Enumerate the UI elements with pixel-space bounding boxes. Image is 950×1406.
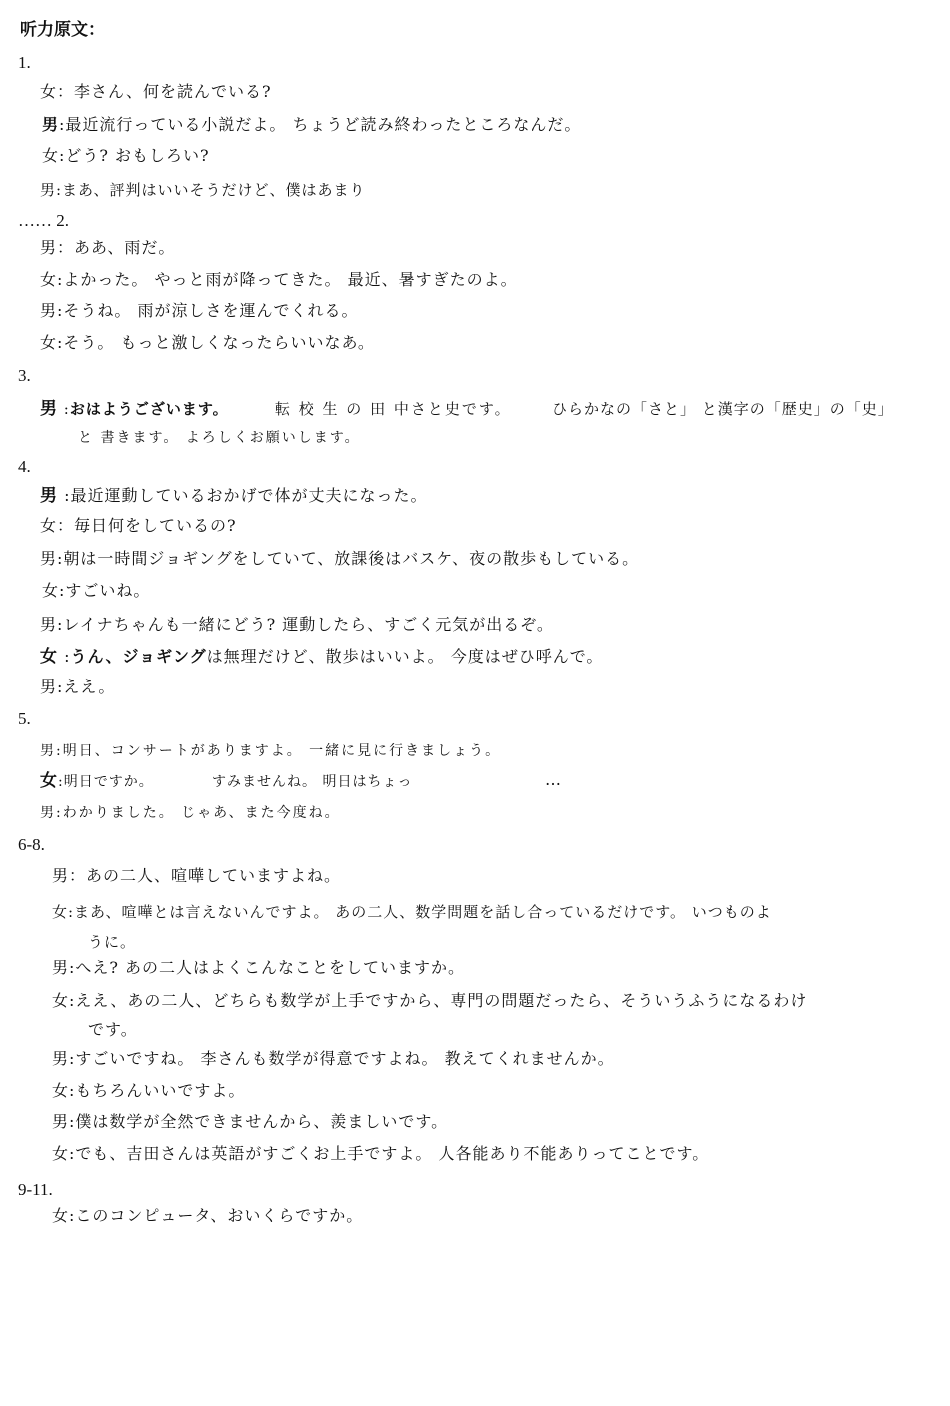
ellipsis: … bbox=[545, 770, 562, 789]
section-number-6-8: 6-8. bbox=[18, 835, 45, 854]
dialogue-line: 男:レイナちゃんも一緒にどう? 運動したら、すごく元気が出るぞ。 bbox=[40, 615, 554, 634]
dialogue-line bbox=[40, 82, 272, 102]
line-text: :最近流行っている小説だよ。 ちょうど読み終わったところなんだ。 bbox=[59, 115, 582, 134]
section-number-9-11: 9-11. bbox=[18, 1180, 53, 1199]
page-title: 听力原文： bbox=[20, 20, 105, 40]
dialogue-line: 男:まあ、評判はいいそうだけど、僕はあまり bbox=[40, 181, 366, 199]
dialogue-line: 女:よかった。 やっと雨が降ってきた。 最近、暑すぎたのよ。 bbox=[40, 270, 518, 289]
dialogue-line: 男:明日、コンサートがありますよ。 一緒に見に行きましょう。 bbox=[40, 743, 502, 759]
dialogue-line: 男:わかりました。 じゃあ、また今度ね。 bbox=[40, 805, 341, 821]
dialogue-line bbox=[40, 399, 229, 419]
dialogue-line-continued: です。 bbox=[88, 1020, 138, 1039]
dialogue-line bbox=[40, 486, 427, 506]
dialogue-line bbox=[42, 115, 581, 135]
dialogue-line: 男:すごいですね。 李さんも数学が得意ですよね。 教えてくれませんか。 bbox=[52, 1049, 615, 1068]
dialogue-line: 女:まあ、喧嘩とは言えないんですよ。 あの二人、数学問題を話し合っているだけです。 いつものよ bbox=[52, 903, 772, 921]
line-text: 転 校 生 の 田 中さと史です。 bbox=[275, 400, 512, 418]
section-number-4: 4. bbox=[18, 457, 31, 476]
dialogue-line: 女:そう。 もっと激しくなったらいいなあ。 bbox=[40, 333, 375, 352]
line-text: 李さん、何を読んでいる? bbox=[74, 82, 272, 101]
dialogue-line: 女:ええ、あの二人、どちらも数学が上手ですから、専門の問題だったら、そういうふうになるわけ bbox=[52, 991, 808, 1010]
dialogue-line: 男:へえ? あの二人はよくこんなことをしていますか。 bbox=[52, 958, 466, 977]
dialogue-line: 男：ああ、雨だ。 bbox=[40, 238, 176, 257]
dialogue-line-continued: と 書きます。 よろしくお願いします。 bbox=[78, 430, 361, 446]
dialogue-line: 男:僕は数学が全然できませんから、羨ましいです。 bbox=[52, 1112, 449, 1131]
speaker-colon: : bbox=[58, 647, 71, 666]
speaker-label: 男 bbox=[42, 115, 60, 134]
section-number-3: 3. bbox=[18, 366, 31, 385]
line-text-bold: うん、ジョギング bbox=[70, 647, 207, 666]
dialogue-line bbox=[40, 647, 603, 667]
dialogue-line: 女:もちろんいいですよ。 bbox=[52, 1081, 246, 1100]
speaker-label: 女 bbox=[40, 771, 58, 791]
dialogue-line: 女:すごいね。 bbox=[42, 581, 151, 600]
dialogue-line-continued: うに。 bbox=[88, 933, 137, 951]
speaker-colon: : bbox=[58, 400, 70, 418]
section-number-5: 5. bbox=[18, 709, 31, 728]
line-text: :明日ですか。 bbox=[58, 774, 154, 790]
speaker-label: 女： bbox=[40, 82, 75, 101]
speaker-label: 男 bbox=[40, 486, 58, 506]
dialogue-line: 男:朝は一時間ジョギングをしていて、放課後はバスケ、夜の散歩もしている。 bbox=[40, 549, 640, 568]
dialogue-line: 男:ええ。 bbox=[40, 677, 116, 696]
dialogue-line: 女：毎日何をしているの? bbox=[40, 516, 237, 535]
dialogue-line bbox=[40, 771, 154, 792]
line-text: :最近運動しているおかげで体が丈夫になった。 bbox=[58, 486, 428, 505]
dialogue-line: 男:そうね。 雨が涼しさを運んでくれる。 bbox=[40, 301, 359, 320]
speaker-label: 女 bbox=[40, 647, 58, 667]
dialogue-line: 女:でも、吉田さんは英語がすごくお上手ですよ。 人各能あり不能ありってことです。 bbox=[52, 1144, 710, 1163]
dialogue-line: 女:このコンピュータ、おいくらですか。 bbox=[52, 1206, 364, 1225]
dialogue-line: 男：あの二人、喧嘩していますよね。 bbox=[52, 866, 342, 885]
line-text: すみませんね。 明日はちょっ bbox=[212, 774, 413, 790]
speaker-label: 男 bbox=[40, 399, 58, 419]
dialogue-line: 女:どう? おもしろい? bbox=[42, 146, 210, 165]
line-text-bold: おはようございます。 bbox=[69, 400, 229, 418]
section-number-1: 1. bbox=[18, 53, 31, 72]
line-text: ひらかなの「さと」 と漢字の「歴史」の「史」 bbox=[552, 400, 894, 418]
line-text: は無理だけど、散歩はいいよ。 今度はぜひ呼んで。 bbox=[206, 647, 604, 666]
section-number-2: …… 2. bbox=[18, 211, 69, 230]
